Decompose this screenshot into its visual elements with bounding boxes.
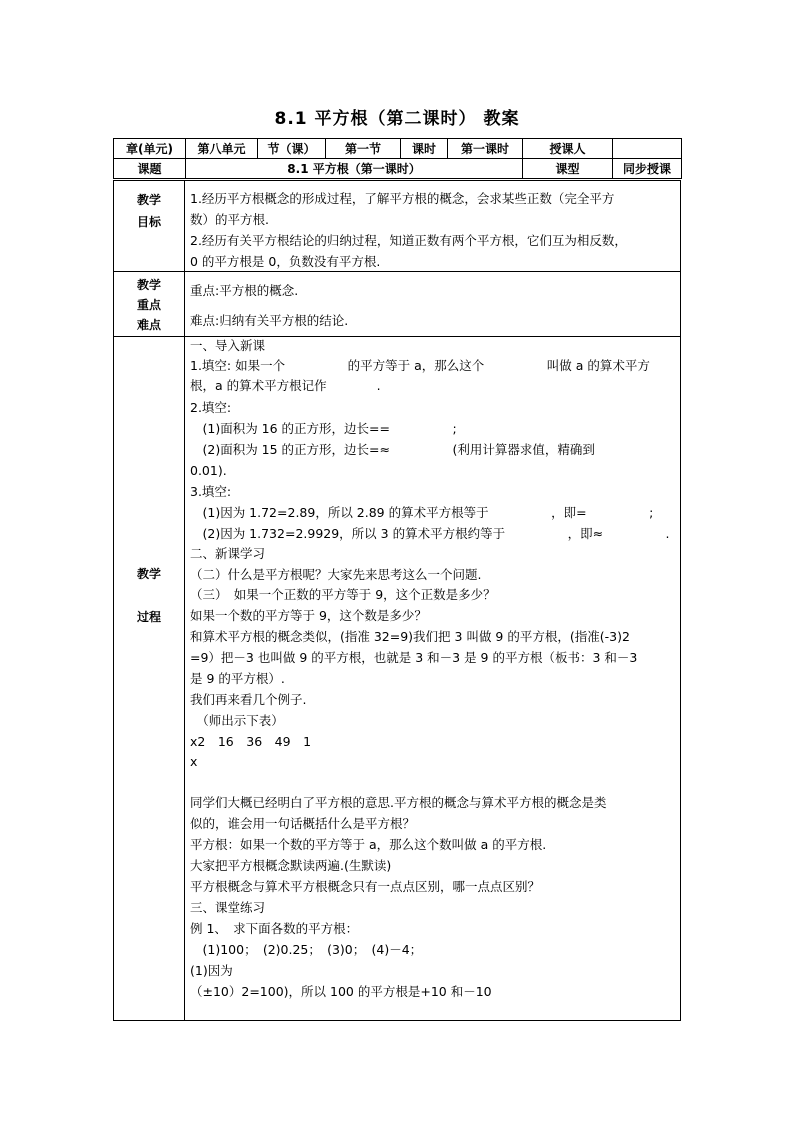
- process-line: （±10）2=100)，所以 100 的平方根是+10 和－10: [190, 984, 492, 999]
- process-line: x: [190, 754, 198, 769]
- chapter-label: 章(单元): [114, 139, 186, 159]
- process-line: 0.01).: [190, 463, 227, 478]
- process-line: (1)面积为 16 的正方形，边长== ;: [190, 421, 457, 436]
- header-row-1: [114, 139, 682, 159]
- objective-line: 2.经历有关平方根结论的归纳过程，知道正数有两个平方根，它们互为相反数，: [190, 233, 627, 248]
- process-content-cell: [184, 336, 681, 1021]
- process-line: 我们再来看几个例子.: [190, 692, 307, 707]
- process-line: 3.填空:: [190, 484, 232, 499]
- section-label: 节（课）: [258, 139, 326, 159]
- period-label: 课时: [401, 139, 448, 159]
- process-line: 1.填空: 如果一个 的平方等于 a，那么这个 叫做 a 的算术平方: [190, 358, 650, 373]
- lesson-type-label: 课型: [523, 159, 613, 179]
- period-value: 第一课时: [448, 139, 523, 159]
- process-line: 是 9 的平方根）.: [190, 671, 285, 686]
- process-line: 似的，谁会用一句话概括什么是平方根？: [190, 816, 416, 831]
- process-line: 大家把平方根概念默读两遍.(生默读): [190, 858, 392, 873]
- header-row-2: [114, 159, 682, 179]
- chapter-value: 第八单元: [186, 139, 258, 159]
- process-line: （师出示下表）: [190, 713, 284, 728]
- lesson-plan-body: [113, 180, 681, 1021]
- process-line: 一、导入新课: [190, 338, 266, 353]
- process-line: x2 16 36 49 1: [190, 734, 312, 749]
- process-line: (2)面积为 15 的正方形，边长=≈ (利用计算器求值，精确到: [190, 442, 595, 457]
- process-label-1: 教学: [136, 567, 161, 581]
- process-line: (1)因为: [190, 963, 233, 978]
- process-label-2: 过程: [136, 610, 161, 624]
- topic-label: 课题: [114, 159, 186, 179]
- process-line: 和算术平方根的概念类似，(指准 32=9)我们把 3 叫做 9 的平方根，(指准(-3)2: [190, 629, 630, 644]
- process-line: 二、新课学习: [190, 546, 266, 561]
- process-line: （三） 如果一个正数的平方等于 9，这个正数是多少？: [190, 587, 496, 602]
- process-line: 平方根：如果一个数的平方等于 a，那么这个数叫做 a 的平方根.: [190, 837, 547, 852]
- process-line: (1)因为 1.72=2.89，所以 2.89 的算术平方根等于 ，即= ;: [190, 505, 654, 520]
- process-line: 同学们大概已经明白了平方根的意思.平方根的概念与算术平方根的概念是类: [190, 795, 607, 810]
- process-line: 2.填空:: [190, 400, 232, 415]
- info-header-table: [113, 138, 682, 179]
- objectives-content-cell: [184, 180, 681, 272]
- teacher-value: [613, 139, 682, 159]
- process-line: （二）什么是平方根呢？大家先来思考这么一个问题.: [190, 567, 482, 582]
- process-line: =9）把－3 也叫做 9 的平方根，也就是 3 和－3 是 9 的平方根（板书：3 和－3: [190, 650, 638, 665]
- keypoints-content-cell: [184, 271, 681, 337]
- lesson-type-value: 同步授课: [613, 159, 682, 179]
- teacher-label: 授课人: [523, 139, 613, 159]
- process-line: 平方根概念与算术平方根概念只有一点点区别，哪一点点区别？: [190, 879, 541, 894]
- keypoints-label-3: 难点: [136, 318, 161, 332]
- section-value: 第一节: [326, 139, 401, 159]
- process-line: 例 1、 求下面各数的平方根：: [190, 921, 359, 936]
- objective-line: 数）的平方根.: [190, 212, 269, 227]
- objectives-label-1: 教学: [136, 193, 161, 207]
- keypoints-label-1: 教学: [136, 278, 161, 292]
- objective-line: 1.经历平方根概念的形成过程，了解平方根的概念，会求某些正数（完全平方: [190, 191, 615, 206]
- topic-value: 8.1 平方根（第一课时）: [186, 159, 523, 179]
- process-line: 三、课堂练习: [190, 900, 266, 915]
- key-point: 重点:平方根的概念.: [190, 283, 299, 298]
- process-line: 根，a 的算术平方根记作 .: [190, 378, 381, 393]
- objectives-label-2: 目标: [136, 215, 161, 229]
- keypoints-label-2: 重点: [136, 298, 161, 312]
- process-label-cell: [113, 336, 185, 1021]
- objective-line: 0 的平方根是 0，负数没有平方根.: [190, 254, 381, 269]
- page-title: 8.1 平方根（第二课时） 教案: [274, 109, 520, 129]
- difficult-point: 难点:归纳有关平方根的结论.: [190, 313, 349, 328]
- objectives-label-cell: [113, 180, 185, 272]
- process-line: (2)因为 1.732=2.9929，所以 3 的算术平方根约等于 ，即≈ .: [190, 526, 670, 541]
- keypoints-label-cell: [113, 271, 185, 337]
- process-line: 如果一个数的平方等于 9，这个数是多少？: [190, 608, 427, 623]
- process-line: (1)100； (2)0.25； (3)0； (4)－4；: [190, 942, 423, 957]
